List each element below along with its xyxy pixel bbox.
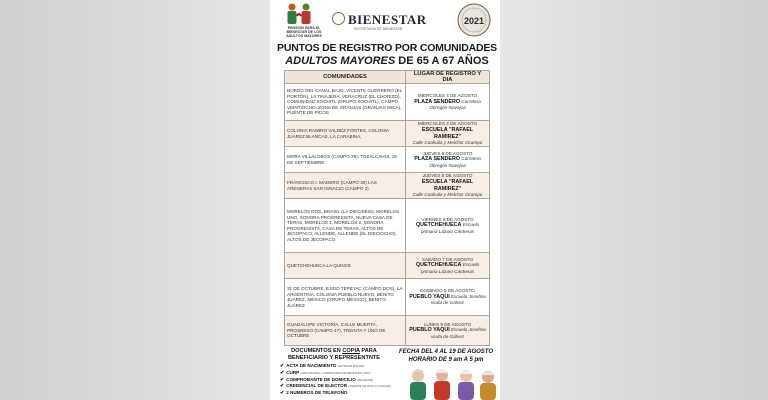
table-row [285, 253, 490, 279]
documents-heading-a: DOCUMENTOS EN [291, 348, 341, 354]
place-name: QUETCHEHUECA [415, 262, 462, 269]
table-row [285, 316, 490, 346]
pension-logo [282, 2, 322, 36]
document-label: 2 NUMEROS DE TELEFONO [286, 390, 348, 396]
elderly-couple-icon [282, 2, 322, 28]
place-name: PLAZA SENDERO [414, 156, 461, 163]
title-registration-points: PUNTOS DE REGISTRO POR COMUNIDADES [277, 42, 497, 54]
place-cell [406, 316, 490, 346]
communities-cell: QUETCHEHUECA LA QUINCE [285, 253, 406, 279]
date-text: LUNES 9 DE AGOSTO [423, 321, 472, 327]
bienestar-brand: BIENESTAR [348, 12, 427, 27]
place-address: Calle Coahuila y Melchor Ocampo [412, 192, 483, 198]
place-cell [406, 253, 490, 279]
communities-cell: FRANCISCO I. MADERO (CAMPO 30) LAS ARENERAS SAN IGNACIO (CAMPO 2) [285, 173, 406, 199]
mexico-2021-logo [452, 2, 496, 38]
pension-logo-text: PENSION PARA EL BIENESTAR DE LOS ADULTOS MAYORES [286, 26, 322, 38]
date-text: MIERCOLES 4 DE AGOSTO [417, 93, 478, 99]
registration-flyer [274, 0, 500, 400]
place-name: PUEBLO YAQUI [409, 327, 450, 334]
check-icon: ✔ [280, 383, 285, 390]
schedule-hours: HORARIO DE 9 am A 5 pm [408, 357, 484, 363]
document-label: CURP [286, 369, 300, 375]
table-row [285, 279, 490, 316]
place-address: Escuela Josefina viuda de Gálvez [431, 327, 486, 339]
mexico-2021-emblem-icon [452, 2, 496, 38]
registration-table [284, 70, 490, 346]
background-right [500, 0, 768, 400]
check-icon: ✔ [280, 363, 285, 369]
col-header-place-day: LUGAR DE REGISTRO Y DIA [406, 71, 490, 84]
list-item [280, 370, 390, 377]
schedule-text [392, 348, 500, 364]
documents-heading-c: PARA BENEFICIARIO Y REPRESENTNTE [287, 348, 381, 361]
check-icon: ✔ [280, 390, 285, 397]
document-note: (CERTIFICADA Y VERIFICADA POR REGISTRO CIVIL) [300, 370, 371, 375]
place-address: Escuela primaria Lázaro Cárdenas [420, 222, 480, 234]
date-text: JUEVES 5 DE AGOSTO [422, 173, 473, 179]
place-cell [406, 199, 490, 253]
communities-cell: MORA VILLALOBOS (CAMPO 29), TOZALCAHUI, 18 DE SEPTIEMBRE [285, 147, 406, 173]
place-address: Carretera Obregón-Navojoa [429, 156, 481, 168]
communities-cell: 31 DE OCTUBRE, EJIDO TEPEYAC (CAMPO DOS), LA ARGENTINA, COLONIA PUEBLO NUEVO, BENITO JUÁREZ, MÉXICO (GRUPO MÉXICO), BENITO JUÁREZ [285, 279, 406, 316]
place-address: Carretera Obregón-Navojoa [429, 98, 481, 111]
elderly-people-illustration-icon [404, 364, 500, 400]
place-address: Escuela primaria Lázaro Cárdenas [420, 262, 480, 274]
date-text: JUEVES 5 DE AGOSTO [422, 150, 473, 156]
place-name: ESCUELA "RAFAEL RAMIREZ" [421, 178, 474, 192]
communities-cell: GUADALUPE VICTORIA, CALLE MUERTA, PROSRESO (CAMPO 47), TREINTA Y UNO DE OCTUBRE [285, 316, 406, 346]
place-cell [406, 121, 490, 147]
place-cell [406, 147, 490, 173]
document-note: (LETRA DE MOLDE) [337, 364, 364, 368]
documents-heading [284, 348, 384, 361]
place-cell [406, 173, 490, 199]
communities-cell: BORDO DEL CANAL BAJO, VICENTE GUERRERO (EL PORTÓN), LA TINAJERA, VERACRUZ (EL CHORIZO), COMUNIDAD XOCHITL (GRUPO XOCHITL), CAMPO VEINTIOCHO, ZONA DE GRANJAS (GRANJAS MICA), PUENTE DE PICOS [285, 84, 406, 121]
document-note: (RECIENTE) [357, 377, 374, 382]
date-text: DOMINGO 8 DE AGOSTO [420, 288, 475, 294]
table-row [285, 199, 490, 253]
background-left [0, 0, 270, 400]
mexico-seal-icon [332, 12, 345, 25]
place-name: ESCUELA "RAFAEL RAMIREZ" [421, 126, 474, 140]
place-address: Escuela Josefina viuda de Gálvez [431, 293, 486, 306]
col-header-communities: COMUNIDADES [285, 71, 406, 84]
place-cell [406, 84, 490, 121]
flyer-footer [274, 346, 500, 400]
place-name: QUETCHEHUECA [415, 222, 462, 229]
flyer-header [274, 0, 500, 40]
title-age-group [274, 55, 500, 67]
place-name: PUEBLO YAQUI [409, 293, 450, 300]
title-adults: ADULTOS MAYORES [285, 55, 396, 67]
place-address: Calle Coahuila y Melchor Ocampo [412, 140, 483, 146]
title-age-range: DE 65 A 67 AÑOS [398, 55, 489, 67]
table-row [285, 147, 490, 173]
date-text: SABADO 7 DE AGOSTO [421, 256, 474, 262]
list-item [280, 390, 390, 397]
list-item [280, 383, 390, 390]
document-label: ACTA DE NACIMIENTO [286, 363, 337, 368]
bienestar-subtitle: SECRETARÍA DE BIENESTAR [354, 27, 403, 31]
document-label: CREDENCIAL DE ELECTOR [286, 383, 348, 389]
list-item [280, 363, 390, 370]
table-row [285, 84, 490, 121]
list-item [280, 377, 390, 384]
emblem-year: 2021 [463, 16, 485, 26]
schedule-dates: FECHA DEL 4 AL 19 DE AGOSTO [398, 349, 494, 355]
communities-cell: MORELOS DOS, BRASIL (LA DIECISÉIS), MORELOS UNO, SONORA PROGRESISTA, NUEVA CASA DE TERAS, MORELOS 1, MORELOS 2, SONORA PROGRESISTA, CASA DE TERAS, ALTOS DE JECOPACO, ALLENDE, ALLENDE (EL DIECIOCHO), ALTOS DE JECOPACO [285, 199, 406, 253]
document-note: (VIGENTE DE 2019 A LA FECHA) [348, 384, 391, 389]
documents-heading-copy: COPIA [342, 348, 360, 354]
place-name: PLAZA SENDERO [414, 98, 461, 105]
date-text: MIERCOLES 4 DE AGOSTO [417, 121, 478, 127]
table-row [285, 173, 490, 199]
table-row [285, 121, 490, 147]
document-label: COMPROBANTE DE DOMICILIO [286, 376, 356, 382]
place-cell [406, 279, 490, 316]
documents-list [280, 363, 390, 397]
date-text: VIERNES 6 DE AGOSTO [421, 216, 474, 222]
check-icon: ✔ [280, 376, 285, 383]
check-icon: ✔ [280, 369, 285, 376]
communities-cell: COLONIA RAMIRO VALDEZ FONTES, COLONIA JUAREZ BLANCAS, LA CARABINA, [285, 121, 406, 147]
